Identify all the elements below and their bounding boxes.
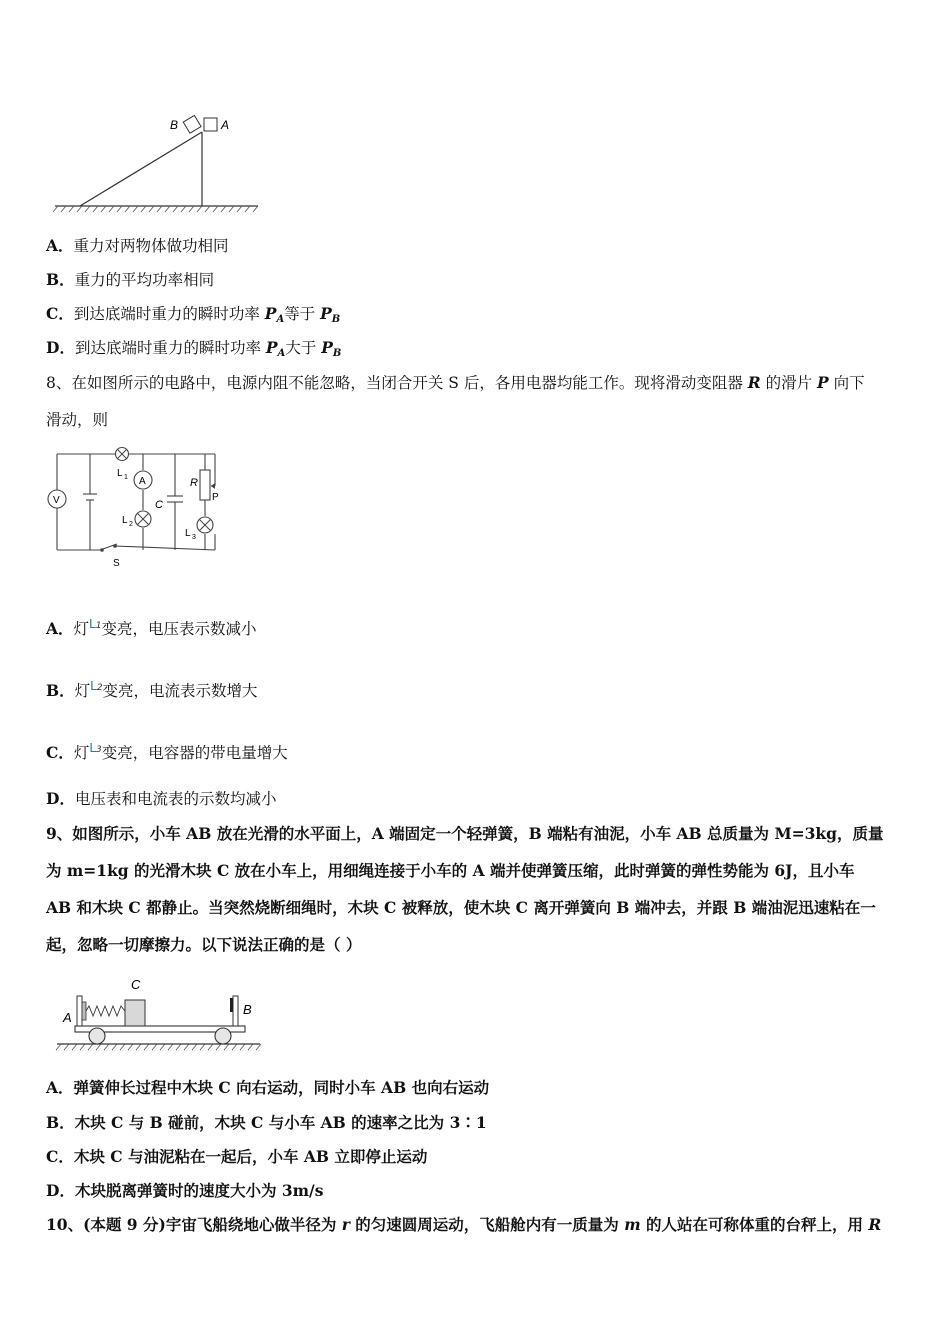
- slider-symbol: P: [817, 373, 829, 392]
- lamp-symbol: [89, 738, 101, 760]
- option-text: 到达底端时重力的瞬时功率: [74, 339, 266, 357]
- switch-label: S: [113, 558, 120, 569]
- option-label: A．: [46, 619, 74, 638]
- wheel-left: [89, 1028, 105, 1044]
- q9-option-b: [46, 1113, 487, 1133]
- spring: [86, 1006, 125, 1016]
- sub-a: A: [276, 314, 285, 325]
- option-text: 电压表和电流表的示数均减小: [74, 790, 277, 808]
- stem-text: 的人站在可称体重的台秤上，用: [640, 1215, 869, 1234]
- stem-text: 的滑片: [760, 374, 818, 392]
- lamp-l3-sub: 3: [192, 534, 196, 541]
- stem-text: 向下: [828, 374, 865, 392]
- label-a: A: [63, 1010, 72, 1025]
- block-a: [204, 118, 217, 131]
- mass-symbol: m: [624, 1215, 641, 1234]
- lamp-letter: L: [90, 679, 97, 693]
- lamp-letter: L: [89, 741, 97, 755]
- option-label: C．: [46, 743, 74, 762]
- option-label: C．: [46, 1147, 74, 1166]
- q7-option-b: [46, 270, 214, 290]
- lamp-letter: L: [89, 617, 96, 631]
- q8-stem-line1: [46, 373, 865, 393]
- q10-stem: [46, 1215, 881, 1235]
- lamp-sub: 3: [96, 745, 102, 755]
- option-mid: 大于: [285, 339, 322, 357]
- putty: [230, 998, 233, 1012]
- option-label: D．: [46, 338, 75, 357]
- option-text: 变亮，电容器的带电量增大: [101, 744, 288, 762]
- slider-label: P: [212, 492, 219, 503]
- sub-a: A: [277, 348, 286, 359]
- incline-figure: [50, 108, 265, 218]
- q9-stem-line1: 9、如图所示，小车 AB 放在光滑的水平面上，A 端固定一个轻弹簧，B 端粘有油泥，小车 AB 总质量为 M=3kg，质量: [46, 824, 884, 843]
- power-pa: P: [265, 338, 278, 357]
- power-pa: P: [264, 304, 277, 323]
- label-b: B: [170, 118, 179, 132]
- option-text: 木块 C 与 B 碰前，木块 C 与小车 AB 的速率之比为 3∶1: [74, 1113, 487, 1132]
- option-text: 木块脱离弹簧时的速度大小为 3m/s: [74, 1181, 324, 1200]
- option-label: B．: [46, 270, 75, 289]
- option-label: A．: [46, 236, 74, 255]
- label-c: C: [131, 977, 141, 992]
- option-pre: 灯: [73, 744, 90, 762]
- option-mid: 等于: [284, 305, 321, 323]
- q9-option-a: [46, 1078, 489, 1098]
- option-text: 重力对两物体做功相同: [73, 237, 229, 255]
- q8-option-a: [46, 614, 256, 639]
- option-text: 弹簧伸长过程中木块 C 向右运动，同时小车 AB 也向右运动: [73, 1078, 490, 1097]
- q8-option-c: [46, 738, 288, 763]
- q9-stem-line2: 为 m=1kg 的光滑木块 C 放在小车上，用细绳连接于小车的 A 端并使弹簧压缩，此时弹簧的弹性势能为 6J，且小车: [46, 861, 855, 880]
- lamp-l1-label: L: [117, 468, 123, 479]
- resistor-symbol: R: [747, 373, 761, 392]
- capacitor-label: C: [155, 499, 163, 511]
- q9-option-d: [46, 1181, 323, 1201]
- power-pb: P: [321, 338, 333, 357]
- q8-option-b: [46, 676, 258, 701]
- end-a: [77, 996, 82, 1026]
- option-text: 到达底端时重力的瞬时功率: [73, 305, 265, 323]
- option-text: 变亮，电压表示数减小: [101, 620, 257, 638]
- option-pre: 灯: [73, 620, 90, 638]
- radius-symbol: r: [341, 1215, 350, 1234]
- end-b: [233, 996, 238, 1026]
- q9-stem-line3: AB 和木块 C 都静止。当突然烧断细绳时，木块 C 被释放，使木块 C 离开弹簧向 B 端冲去，并跟 B 端油泥迅速粘在一: [46, 898, 876, 917]
- option-label: D．: [46, 789, 75, 808]
- lamp-sub: 2: [96, 683, 103, 693]
- q7-option-a: [46, 236, 229, 256]
- lamp-sub: 1: [95, 621, 102, 631]
- earth-radius-symbol: R: [868, 1215, 882, 1234]
- option-label: C．: [46, 304, 74, 323]
- option-label: B．: [46, 1113, 75, 1132]
- power-pb: P: [320, 304, 332, 323]
- q7-option-c: [46, 304, 340, 330]
- option-text: 变亮，电流表示数增大: [102, 682, 258, 700]
- option-text: 木块 C 与油泥粘在一起后，小车 AB 立即停止运动: [73, 1147, 428, 1166]
- lamp-l2-label: L: [122, 515, 128, 526]
- lamp-l1-sub: 1: [124, 474, 128, 481]
- option-text: 重力的平均功率相同: [74, 271, 215, 289]
- option-pre: 灯: [74, 682, 91, 700]
- stem-text: 10、(本题 9 分)宇宙飞船绕地心做半径为: [46, 1215, 342, 1234]
- sub-b: B: [332, 348, 342, 359]
- option-label: D．: [46, 1181, 75, 1200]
- rheostat-label: R: [190, 477, 198, 489]
- q9-stem-line4: 起，忽略一切摩擦力。以下说法正确的是（ ）: [46, 935, 362, 954]
- lamp-l2-sub: 2: [129, 521, 133, 528]
- sub-b: B: [331, 314, 341, 325]
- label-a: A: [221, 118, 230, 132]
- q8-option-d: [46, 789, 276, 809]
- block-b: [183, 115, 201, 133]
- stem-text: 8、在如图所示的电路中，电源内阻不能忽略，当闭合开关 S 后，各用电器均能工作。现将滑动变阻器: [46, 374, 748, 392]
- q9-option-c: [46, 1147, 427, 1167]
- q7-option-d: [46, 338, 341, 364]
- option-label: B．: [46, 681, 75, 700]
- block-c: [125, 1000, 145, 1026]
- lamp-symbol: [89, 614, 101, 636]
- label-b: B: [243, 1002, 252, 1017]
- lamp-l3-label: L: [185, 528, 191, 539]
- stem-text: 的匀速圆周运动，飞船舱内有一质量为: [349, 1215, 625, 1234]
- ammeter-label: A: [139, 476, 146, 487]
- q8-stem-line2: 滑动，则: [46, 411, 109, 429]
- option-label: A．: [46, 1078, 74, 1097]
- wheel-right: [215, 1028, 231, 1044]
- voltmeter-label: V: [53, 495, 60, 506]
- lamp-symbol: [90, 676, 102, 698]
- circuit-figure: [45, 442, 225, 570]
- cart-figure: [55, 972, 265, 1054]
